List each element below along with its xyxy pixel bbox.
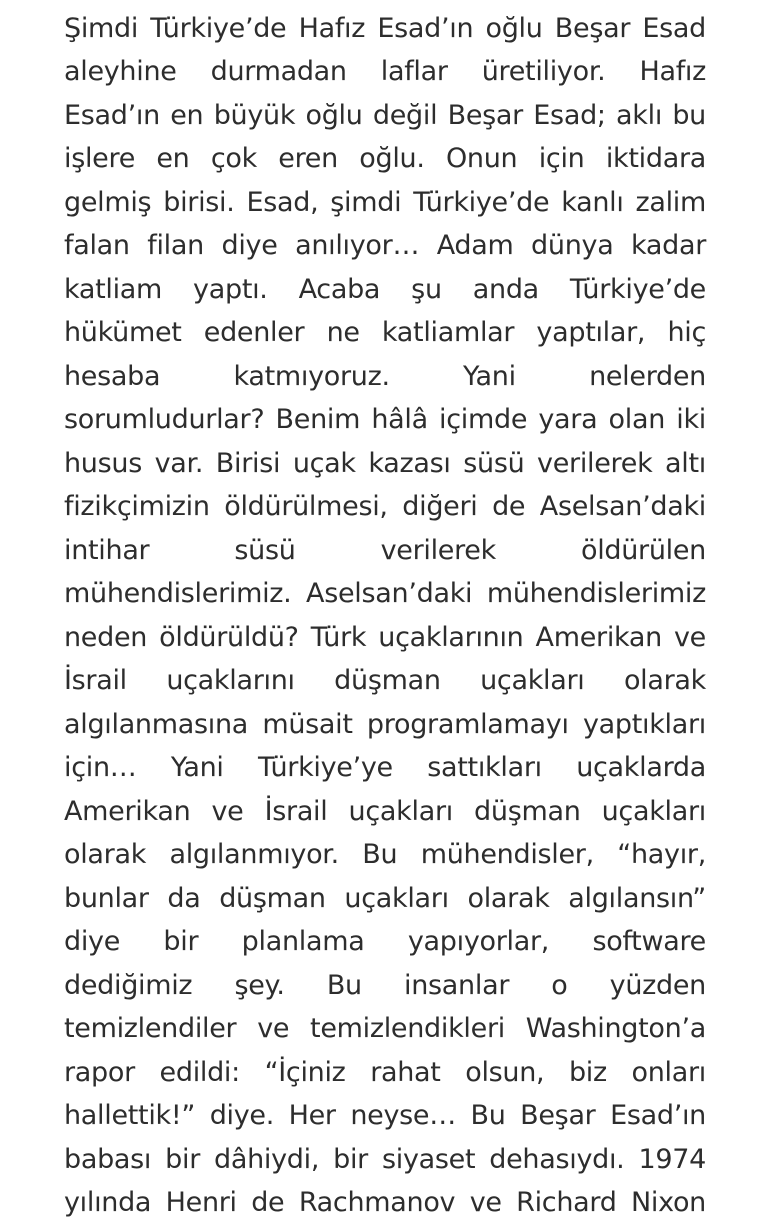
text-line: intihar süsü verilerek öldürülen bbox=[64, 535, 706, 566]
text-line: sorumludurlar? Benim hâlâ içimde yara olan iki bbox=[64, 404, 706, 435]
text-line: fizikçimizin öldürülmesi, diğeri de Aselsan’daki bbox=[64, 491, 706, 522]
text-line: husus var. Birisi uçak kazası süsü verilerek altı bbox=[64, 448, 706, 479]
text-line: işlere en çok eren oğlu. Onun için iktidara bbox=[64, 143, 706, 174]
text-line: diye bir planlama yapıyorlar, software bbox=[64, 926, 706, 957]
text-line: babası bir dâhiydi, bir siyaset dehasıydı. 1974 bbox=[64, 1144, 706, 1175]
text-line: yılında Henri de Rachmanov ve Richard Nixon bbox=[64, 1187, 706, 1218]
text-line: için… Yani Türkiye’ye sattıkları uçaklarda bbox=[64, 752, 706, 783]
text-line: falan filan diye anılıyor… Adam dünya kadar bbox=[64, 230, 706, 261]
text-line: hükümet edenler ne katliamlar yaptılar, hiç bbox=[64, 317, 706, 348]
text-line: temizlendiler ve temizlendikleri Washington’a bbox=[64, 1013, 706, 1044]
text-line: aleyhine durmadan laflar üretiliyor. Hafız bbox=[64, 56, 706, 87]
text-line: rapor edildi: “İçiniz rahat olsun, biz onları bbox=[64, 1057, 706, 1088]
text-line: Esad’ın en büyük oğlu değil Beşar Esad; aklı bu bbox=[64, 100, 706, 131]
text-line: dediğimiz şey. Bu insanlar o yüzden bbox=[64, 970, 706, 1001]
text-line: Şimdi Türkiye’de Hafız Esad’ın oğlu Beşar Esad bbox=[64, 13, 706, 44]
text-line: mühendislerimiz. Aselsan’daki mühendislerimiz bbox=[64, 578, 706, 609]
text-line: olarak algılanmıyor. Bu mühendisler, “hayır, bbox=[64, 839, 706, 870]
text-line: neden öldürüldü? Türk uçaklarının Amerikan ve bbox=[64, 622, 706, 653]
text-line: Amerikan ve İsrail uçakları düşman uçakları bbox=[64, 796, 706, 827]
text-line: hallettik!” diye. Her neyse… Bu Beşar Esad’ın bbox=[64, 1100, 706, 1131]
text-line: hesaba katmıyoruz. Yani nelerden bbox=[64, 361, 706, 392]
text-line: katliam yaptı. Acaba şu anda Türkiye’de bbox=[64, 274, 706, 305]
text-line: bunlar da düşman uçakları olarak algılansın” bbox=[64, 883, 706, 914]
text-line: İsrail uçaklarını düşman uçakları olarak bbox=[64, 665, 706, 696]
text-line: gelmiş birisi. Esad, şimdi Türkiye’de kanlı zalim bbox=[64, 187, 706, 218]
text-line: algılanmasına müsait programlamayı yaptıkları bbox=[64, 709, 706, 740]
